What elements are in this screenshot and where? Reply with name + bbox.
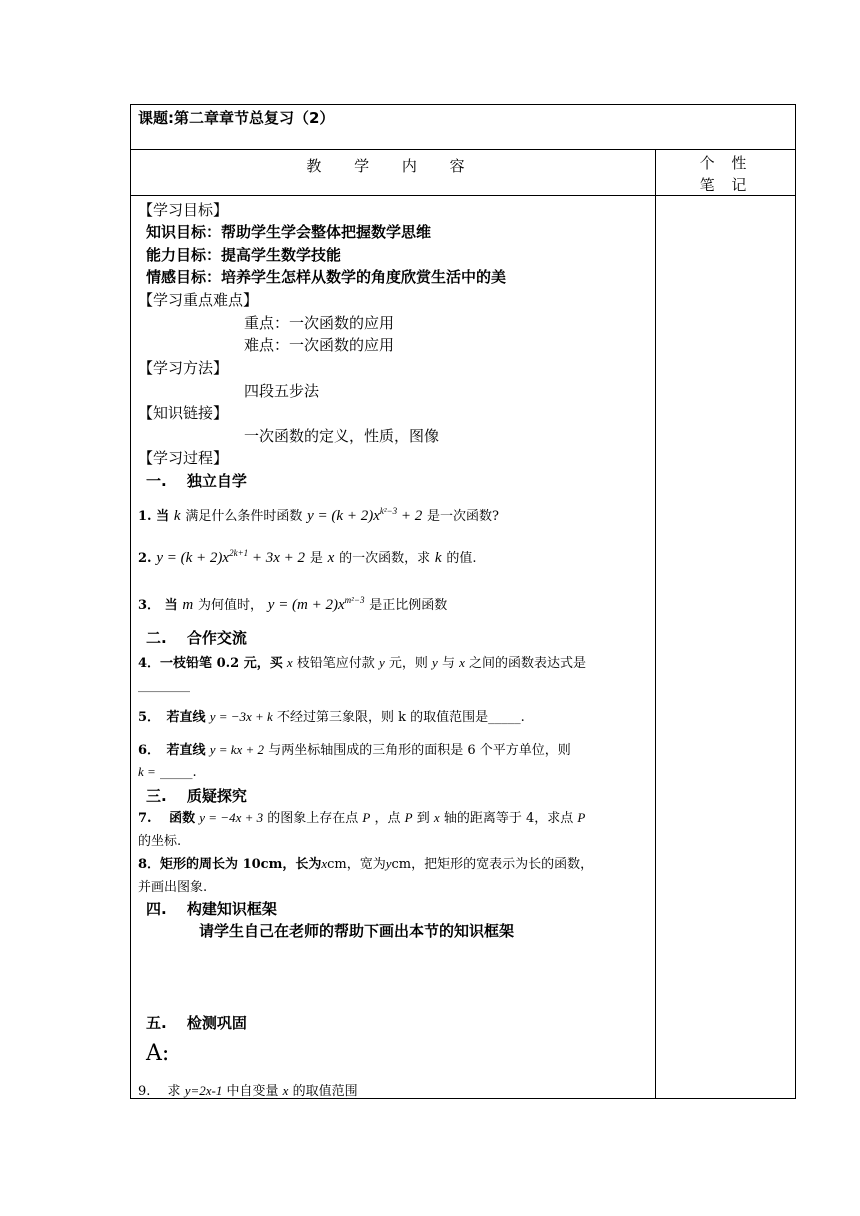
- framework-instruction: 请学生自己在老师的帮助下画出本节的知识框架: [199, 922, 515, 940]
- table-divider: [130, 149, 796, 150]
- content-column-header: 教 学 内 容: [306, 157, 479, 175]
- section-heading: 【学习重点难点】: [138, 291, 259, 309]
- step-heading: 一. 独立自学: [146, 472, 247, 490]
- goal-text: 能力目标：提高学生数学技能: [146, 246, 342, 264]
- question-1: 1. 当 k 满足什么条件时函数 $y = (k + 2)x^{k^2-3} + 2$ 是一次函数?: [138, 506, 500, 524]
- notes-header-line: 个 性: [699, 154, 753, 172]
- step-heading: 四. 构建知识框架: [146, 900, 277, 918]
- notes-column-divider: [655, 149, 656, 1099]
- notes-header-line: 笔 记: [699, 176, 753, 194]
- lesson-title: 课题:第二章章节总复习（2）: [138, 109, 335, 127]
- link-text: 一次函数的定义，性质，图像: [244, 427, 440, 445]
- section-heading: 【学习目标】: [138, 201, 229, 219]
- goal-text: 知识目标：帮助学生学会整体把握数学思维: [146, 223, 432, 241]
- step-heading: 三. 质疑探究: [146, 787, 247, 805]
- question-5: 5． 若直线 y = −3x + k 不经过第三象限，则 k 的取值范围是_____.: [138, 709, 525, 725]
- notes-column-header: [656, 152, 796, 196]
- step-heading: 二. 合作交流: [146, 629, 247, 647]
- question-6: 6． 若直线 y = kx + 2 与两坐标轴围成的三角形的面积是 6 个平方单位，则: [138, 742, 571, 758]
- step-heading: 五. 检测巩固: [146, 1014, 247, 1032]
- question-4: 4．一枝铅笔 0.2 元，买 x 枝铅笔应付款 y 元，则 y 与 x 之间的函数表达式是: [138, 655, 587, 671]
- level-label: A:: [146, 1041, 170, 1066]
- answer-blank: ________: [138, 678, 190, 693]
- formula: y = −3x + k: [209, 709, 273, 724]
- section-heading: 【学习过程】: [138, 449, 229, 467]
- question-6-blank: k = _____.: [138, 764, 197, 780]
- method-text: 四段五步法: [244, 382, 320, 400]
- formula: y = −4x + 3: [199, 810, 264, 825]
- section-heading: 【知识链接】: [138, 404, 229, 422]
- question-9: 9. 求 y=2x-1 中自变量 x 的取值范围: [138, 1083, 358, 1099]
- key-point: 重点：一次函数的应用: [244, 314, 395, 332]
- question-3: 3． 当 m 为何值时， $y = (m + 2)x^{m^2-3}$ 是正比例函数: [138, 595, 448, 613]
- difficulty-point: 难点：一次函数的应用: [244, 336, 395, 354]
- question-7-cont: 的坐标.: [138, 834, 182, 849]
- question-8-cont: 并画出图象.: [138, 880, 208, 895]
- question-8: 8．矩形的周长为 10cm，长为xcm，宽为ycm，把矩形的宽表示为长的函数，: [138, 856, 594, 872]
- question-7: 7. 函数 y = −4x + 3 的图象上存在点 P ，点 P 到 x 轴的距离等于 4，求点 P: [138, 810, 586, 826]
- formula: $y = (k + 2)x^{2k+1} + 3x + 2$: [156, 548, 306, 566]
- section-heading: 【学习方法】: [138, 359, 229, 377]
- formula: $y = (m + 2)x^{m^2-3}$: [267, 595, 365, 613]
- formula: y = kx + 2: [209, 742, 265, 757]
- formula: $y = (k + 2)x^{k^2-3} + 2$: [307, 506, 423, 524]
- question-2: 2. $y = (k + 2)x^{2k+1} + 3x + 2$ 是 x 的一次函数，求 k 的值.: [138, 548, 477, 566]
- goal-text: 情感目标：培养学生怎样从数学的角度欣赏生活中的美: [146, 268, 507, 286]
